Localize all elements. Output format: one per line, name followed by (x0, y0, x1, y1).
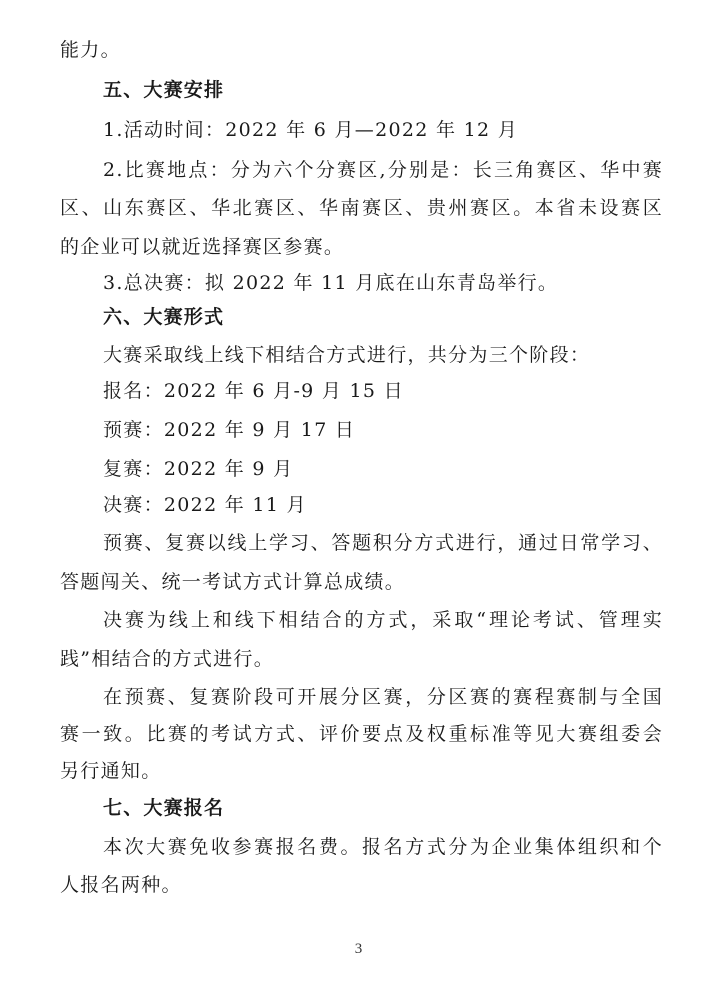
intro-tail-text: 能力。 (60, 39, 121, 61)
section-5-item-2-line-3: 的企业可以就近选择赛区参赛。 (60, 236, 345, 258)
page-number: 3 (354, 941, 363, 957)
stage-final: 决赛：2022 年 11 月 (103, 494, 307, 516)
stage-semifinal: 复赛：2022 年 9 月 (103, 458, 294, 480)
section-7-para-line-1: 本次大赛免收参赛报名费。报名方式分为企业集体组织和个 (103, 836, 663, 858)
section-5-item-2-line-1: 2.比赛地点：分为六个分赛区,分别是：长三角赛区、华中赛 (103, 159, 663, 181)
section-6-para-1-line-2: 答题闯关、统一考试方式计算总成绩。 (60, 571, 406, 593)
section-6-heading: 六、大赛形式 (103, 306, 225, 328)
stage-preliminary: 预赛：2022 年 9 月 17 日 (103, 419, 356, 441)
section-6-para-2-line-1: 决赛为线上和线下相结合的方式，采取“理论考试、管理实 (103, 609, 663, 631)
section-5-item-1: 1.活动时间：2022 年 6 月—2022 年 12 月 (103, 119, 519, 141)
section-5-heading: 五、大赛安排 (103, 79, 225, 101)
section-6-para-1-line-1: 预赛、复赛以线上学习、答题积分方式进行，通过日常学习、 (103, 532, 663, 554)
section-6-intro: 大赛采取线上线下相结合方式进行，共分为三个阶段： (103, 344, 591, 366)
stage-registration: 报名：2022 年 6 月-9 月 15 日 (103, 380, 404, 402)
section-6-para-3-line-1: 在预赛、复赛阶段可开展分区赛，分区赛的赛程赛制与全国 (103, 686, 663, 708)
section-5-item-2-line-2: 区、山东赛区、华北赛区、华南赛区、贵州赛区。本省未设赛区 (60, 197, 663, 219)
section-5-item-3: 3.总决赛：拟 2022 年 11 月底在山东青岛举行。 (103, 272, 559, 294)
section-6-para-2-line-2: 践”相结合的方式进行。 (60, 648, 275, 670)
section-6-para-3-line-2: 赛一致。比赛的考试方式、评价要点及权重标准等见大赛组委会 (60, 723, 663, 745)
section-6-para-3-line-3: 另行通知。 (60, 760, 162, 782)
section-7-heading: 七、大赛报名 (103, 797, 225, 819)
section-7-para-line-2: 人报名两种。 (60, 874, 182, 896)
